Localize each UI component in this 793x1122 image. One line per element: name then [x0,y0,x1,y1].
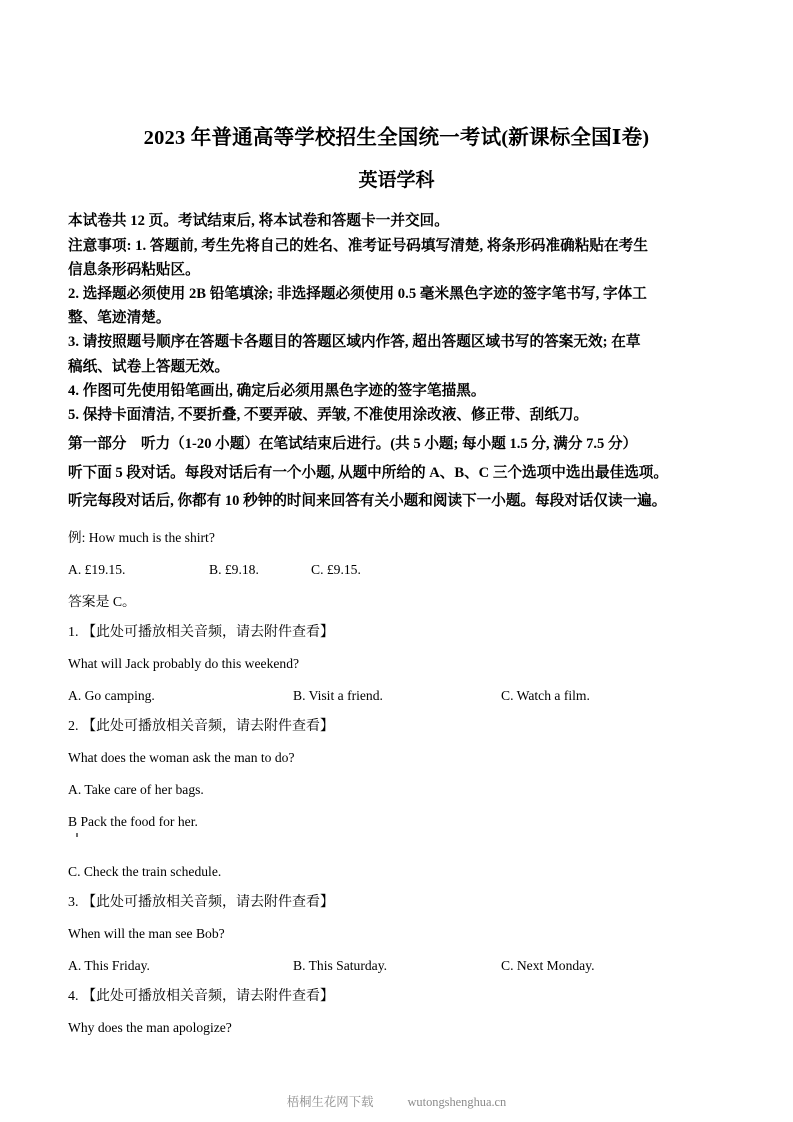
notice-block [68,192,725,427]
question-3-option-c[interactable]: C. Next Monday. [501,957,595,973]
audio-attachment-icon[interactable]: 【此处可播放相关音频，请去附件查看】 [82,624,334,640]
footer-watermark [0,1094,793,1110]
notice-line-pages: 本试卷共 12 页。考试结束后, 将本试卷和答题卡一并交回。 [68,213,449,230]
question-3 [68,888,725,982]
example-stem: 例: How much is the shirt? [68,529,215,545]
question-2-option-b[interactable] [68,806,725,838]
stray-punctuation-artifact [76,833,78,837]
question-4-stem: Why does the man apologize? [68,1019,232,1035]
question-2-stem: What does the woman ask the man to do? [68,749,295,765]
example-answer: 答案是 C。 [68,593,136,609]
watermark-site-url: wutongshenghua.cn [407,1095,507,1109]
question-2-option-b-label: B Pack the food for her. [68,813,198,829]
question-3-audio-placeholder[interactable] [68,888,725,918]
notice-line-2a: 2. 选择题必须使用 2B 铅笔填涂; 非选择题必须使用 0.5 毫米黑色字迹的签字笔书写, 字体工 [68,285,647,302]
question-1-option-c[interactable]: C. Watch a film. [501,687,590,703]
question-3-stem: When will the man see Bob? [68,925,225,941]
example-option-c[interactable]: C. £9.15. [311,561,361,577]
question-3-options [68,950,725,982]
question-3-option-b[interactable]: B. This Saturday. [293,957,388,973]
question-2-option-a[interactable]: A. Take care of her bags. [68,781,204,797]
notice-line-5: 5. 保持卡面清洁, 不要折叠, 不要弄破、弄皱, 不准使用涂改液、修正带、刮纸刀。 [68,407,589,423]
listening-instruction-1: 听下面 5 段对话。每段对话后有一个小题, 从题中所给的 A、B、C 三个选项中选出最佳选项。 [68,464,668,481]
audio-attachment-icon[interactable]: 【此处可播放相关音频，请去附件查看】 [82,894,334,910]
question-1-option-a[interactable]: A. Go camping. [68,687,155,703]
section-heading-part-one: 第一部分 听力（1-20 小题）在笔试结束后进行。(共 5 小题; 每小题 1.5 分, 满分 7.5 分） [68,436,638,453]
notice-line-3a: 3. 请按照题号顺序在答题卡各题目的答题区域内作答, 超出答题区域书写的答案无效; 在草 [68,334,641,351]
notice-line-3b: 稿纸、试卷上答题无效。 [68,358,230,375]
example-option-a[interactable]: A. £19.15. [68,561,126,577]
question-4-audio-placeholder[interactable] [68,982,725,1012]
question-2 [68,712,725,888]
question-1 [68,618,725,712]
question-4-number: 4. [68,988,79,1004]
notice-line-1b: 信息条形码粘贴区。 [68,261,200,278]
audio-attachment-icon[interactable]: 【此处可播放相关音频，请去附件查看】 [82,988,334,1004]
example-option-b[interactable]: B. £9.18. [209,561,259,577]
question-1-options [68,680,725,712]
example-question [68,516,725,618]
notice-line-2b: 整、笔迹清楚。 [68,310,171,327]
question-1-stem: What will Jack probably do this weekend? [68,655,300,671]
question-2-number: 2. [68,718,79,734]
listening-instructions [68,427,725,516]
notice-line-4: 4. 作图可先使用铅笔画出, 确定后必须用黑色字迹的签字笔描黑。 [68,382,486,399]
question-4 [68,982,725,1044]
example-options [68,554,725,586]
page-title: 2023 年普通高等学校招生全国统一考试(新课标全国Ⅰ卷) [143,127,650,149]
question-2-audio-placeholder[interactable] [68,712,725,742]
question-1-audio-placeholder[interactable] [68,618,725,648]
notice-line-1a: 注意事项: 1. 答题前, 考生先将自己的姓名、准考证号码填写清楚, 将条形码准确粘贴在考生 [68,237,648,254]
page-subtitle: 英语学科 [358,169,435,191]
question-3-option-a[interactable]: A. This Friday. [68,957,150,973]
audio-attachment-icon[interactable]: 【此处可播放相关音频，请去附件查看】 [82,718,334,734]
listening-instruction-2: 听完每段对话后, 你都有 10 秒钟的时间来回答有关小题和阅读下一小题。每段对话仅读一遍。 [68,493,667,510]
question-2-option-c[interactable]: C. Check the train schedule. [68,863,222,879]
question-1-option-b[interactable]: B. Visit a friend. [293,687,383,703]
watermark-site-name-cn: 梧桐生花网下载 [286,1095,374,1109]
question-1-number: 1. [68,624,79,640]
question-3-number: 3. [68,894,79,910]
